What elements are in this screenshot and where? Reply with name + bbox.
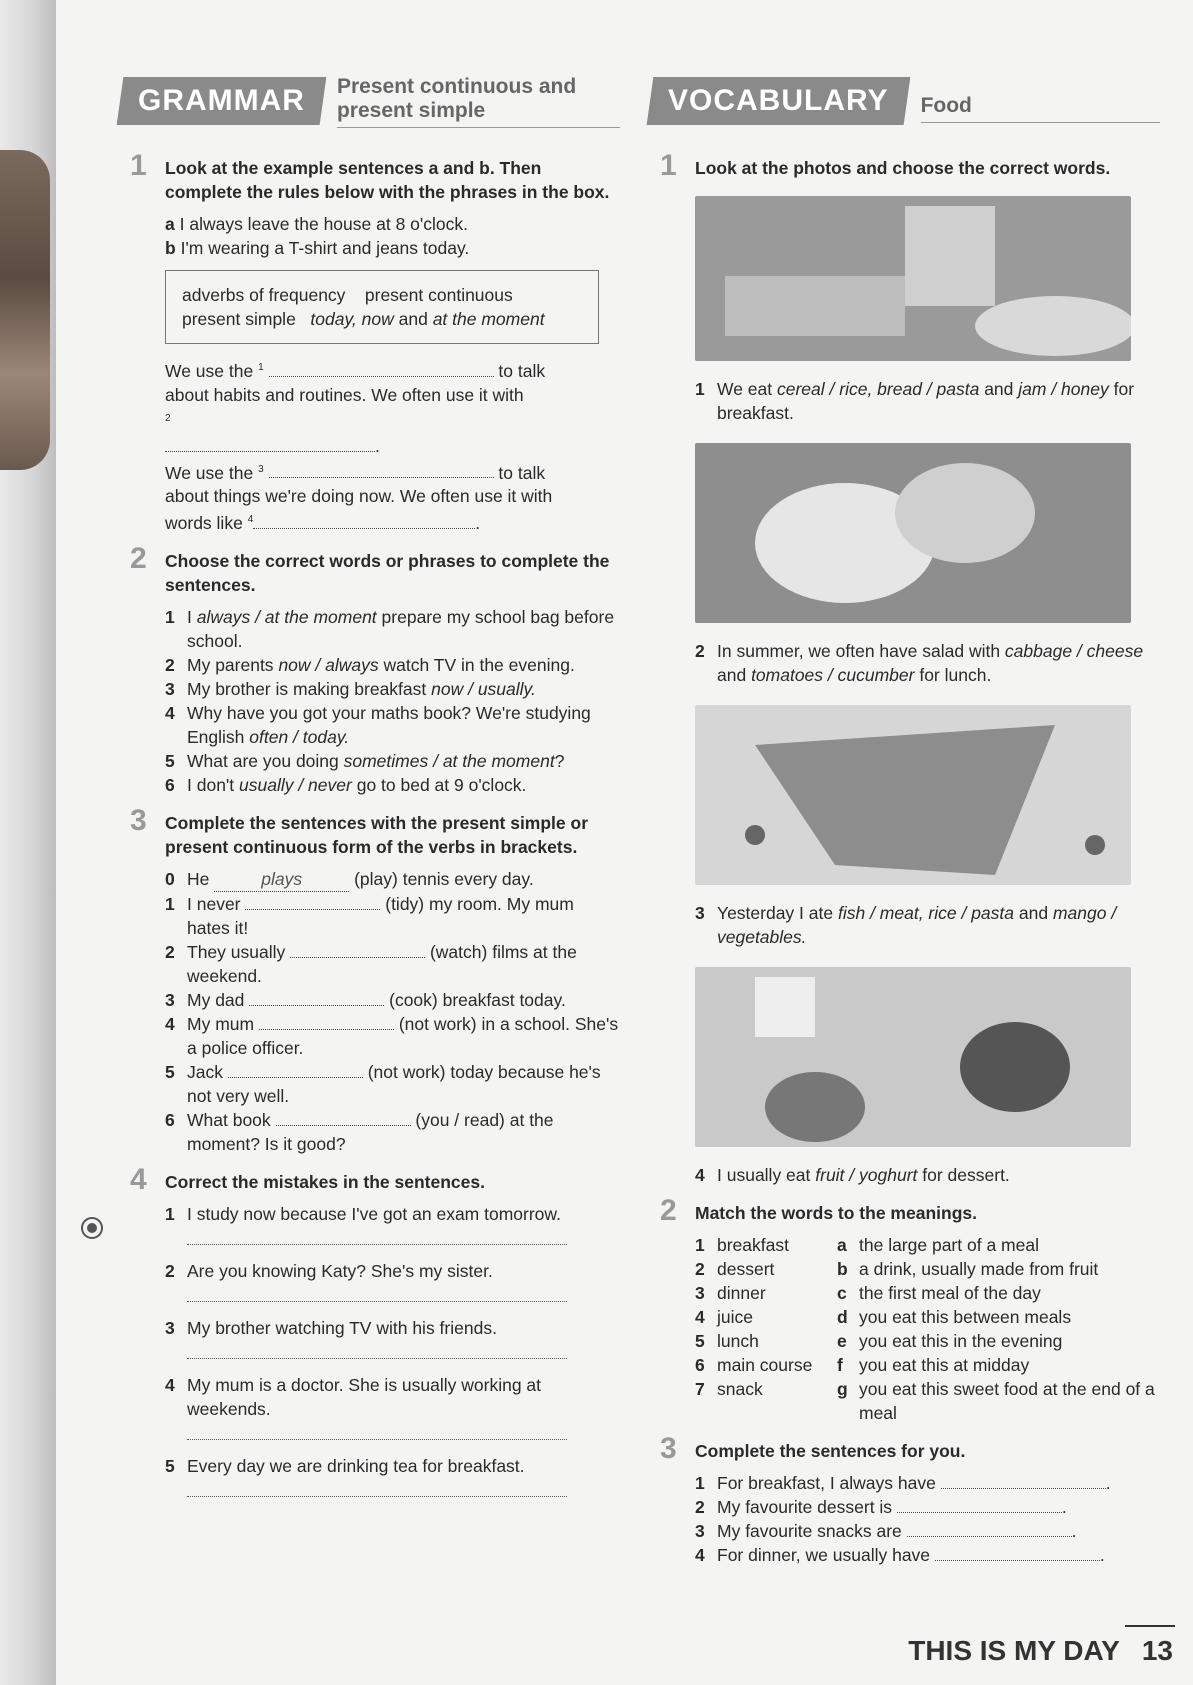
match-meaning[interactable]: the large part of a meal [859, 1235, 1039, 1255]
choice-item [165, 677, 620, 701]
correction-list [165, 1202, 620, 1497]
page-number: 13 [1141, 1635, 1173, 1666]
verb-item [165, 892, 620, 940]
unit-title: THIS IS MY DAY [908, 1635, 1120, 1666]
vocabulary-exercise-1 [650, 149, 1160, 1187]
answer-blank[interactable] [907, 1522, 1072, 1537]
item-number: 4 [695, 1545, 705, 1565]
sentence-item [695, 1519, 1160, 1543]
item-number: 3 [165, 679, 175, 700]
answer-blank[interactable] [290, 957, 425, 958]
item-text: My favourite snacks are . [717, 1521, 1077, 1541]
meaning-letter: g [837, 1379, 848, 1399]
item-number: 5 [165, 1062, 175, 1083]
cropped-photo [0, 150, 50, 470]
breakfast-photo [695, 196, 1131, 361]
item-text: What are you doing sometimes / at the moment? [187, 751, 565, 772]
answer-blank[interactable] [245, 909, 380, 910]
audio-icon[interactable] [80, 1216, 104, 1240]
item-text: Jack (not work) today because he's not very well. [187, 1062, 601, 1107]
exercise-instruction: Complete the sentences with the present simple or present continuous form of the verbs in brackets. [165, 813, 589, 858]
caption-number: 4 [695, 1165, 705, 1185]
item-text: My favourite dessert is . [717, 1497, 1067, 1517]
answer-blank-1[interactable] [269, 362, 494, 377]
choice-options[interactable]: tomatoes / cucumber [751, 665, 915, 685]
item-number: 4 [165, 1014, 175, 1035]
choice-options[interactable]: mango / vegetables. [717, 903, 1117, 947]
match-meaning[interactable]: you eat this in the evening [859, 1331, 1063, 1351]
meaning-letter: b [837, 1259, 848, 1279]
example-a: a I always leave the house at 8 o'clock. [165, 214, 468, 234]
match-word[interactable]: breakfast [717, 1235, 789, 1255]
grammar-exercise-1 [120, 149, 620, 535]
answer-blank-2[interactable] [165, 437, 375, 452]
grammar-column [120, 70, 620, 1511]
item-text: I study now because I've got an exam tomorrow. [187, 1204, 561, 1225]
exercise-number: 3 [130, 804, 147, 838]
grammar-exercise-4 [120, 1163, 620, 1497]
verb-item [165, 988, 620, 1012]
item-text: Every day we are drinking tea for breakfast. [187, 1456, 525, 1477]
item-text: I don't usually / never go to bed at 9 o'clock. [187, 775, 527, 796]
item-text: My mum is a doctor. She is usually working at weekends. [187, 1375, 542, 1420]
item-text: My mum (not work) in a school. She's a police officer. [187, 1014, 619, 1059]
choice-options[interactable]: often / today. [249, 727, 350, 748]
match-word[interactable]: lunch [717, 1331, 759, 1351]
choice-options[interactable]: fish / meat, rice / pasta [837, 903, 1015, 923]
item-number: 1 [165, 1204, 175, 1225]
personal-sentences-list [695, 1471, 1160, 1567]
word-number: 1 [695, 1235, 705, 1255]
answer-line[interactable] [187, 1348, 567, 1359]
exercise-instruction: Match the words to the meanings. [695, 1203, 977, 1223]
item-number: 2 [165, 1261, 175, 1282]
item-number: 3 [695, 1521, 705, 1541]
example-b: b I'm wearing a T-shirt and jeans today. [165, 238, 470, 258]
salad-photo [695, 443, 1131, 623]
item-text: My brother watching TV with his friends. [187, 1318, 497, 1339]
verb-item [165, 1012, 620, 1060]
caption-text: We eat cereal / rice, bread / pasta and jam / honey for breakfast. [717, 379, 1135, 423]
exercise-instruction: Look at the photos and choose the correct words. [695, 158, 1111, 178]
choice-options[interactable]: cereal / rice, bread / pasta [777, 379, 980, 399]
item-text: Are you knowing Katy? She's my sister. [187, 1261, 493, 1282]
rule-1: We use the $^1$ to talk [165, 360, 546, 381]
caption-text: I usually eat fruit / yoghurt for dessert. [717, 1165, 1010, 1185]
item-number: 2 [165, 942, 175, 963]
rule-3-continued: about things we're doing now. We often use it with [165, 486, 553, 507]
footer-rule [1125, 1625, 1175, 1627]
match-word[interactable]: dessert [717, 1259, 775, 1279]
exercise-number: 2 [130, 542, 147, 576]
choice-options[interactable]: fruit / yoghurt [815, 1165, 918, 1185]
item-number: 2 [165, 655, 175, 676]
caption-number: 1 [695, 379, 705, 399]
choice-options[interactable]: usually / never [239, 775, 352, 796]
item-number: 4 [165, 703, 175, 724]
item-text: My parents now / always watch TV in the evening. [187, 655, 575, 676]
answer-blank[interactable] [259, 1029, 394, 1030]
correction-item [165, 1454, 620, 1478]
verb-list [165, 867, 620, 1156]
correction-item [165, 1259, 620, 1283]
choice-item [165, 605, 620, 653]
match-word[interactable]: main course [717, 1355, 813, 1375]
meaning-letter: d [837, 1307, 848, 1327]
photo-caption-3 [695, 901, 1160, 949]
correction-item [165, 1202, 620, 1226]
photo-caption-2 [695, 639, 1160, 687]
item-number: 6 [165, 1110, 175, 1131]
rule-1-continued: about habits and routines. We often use it with [165, 384, 524, 405]
match-meaning[interactable]: a drink, usually made from fruit [859, 1259, 1099, 1279]
vocabulary-exercise-2 [650, 1194, 1160, 1425]
choice-options[interactable]: now / usually. [431, 679, 536, 700]
item-text: My dad (cook) breakfast today. [187, 990, 566, 1011]
verb-item [165, 940, 620, 988]
match-word[interactable]: dinner [717, 1283, 766, 1303]
choice-item [165, 701, 620, 749]
exercise-instruction: Complete the sentences for you. [695, 1441, 966, 1461]
fish-photo [695, 705, 1131, 885]
item-text: They usually (watch) films at the weekend. [187, 942, 577, 987]
meaning-letter: e [837, 1331, 847, 1351]
grammar-exercise-2 [120, 542, 620, 797]
answer-line[interactable] [187, 1234, 567, 1245]
item-number: 2 [695, 1497, 705, 1517]
exercise-number: 2 [660, 1194, 677, 1227]
phrase-box: adverbs of frequency present continuous present simple today, now and at the moment [165, 270, 599, 344]
rule-2-blank-row: $^2$ . [165, 412, 380, 456]
matching-grid [695, 1233, 1160, 1425]
caption-text: Yesterday I ate fish / meat, rice / pasta and mango / vegetables. [717, 903, 1117, 947]
exercise-number: 1 [660, 149, 677, 182]
match-meaning[interactable]: you eat this between meals [859, 1307, 1072, 1327]
answer-line[interactable] [187, 1429, 567, 1440]
correction-item [165, 1316, 620, 1340]
word-number: 6 [695, 1355, 705, 1375]
item-text: What book (you / read) at the moment? Is it good? [187, 1110, 554, 1155]
vocabulary-subtitle: Food [921, 80, 1160, 123]
meaning-letter: f [837, 1355, 843, 1375]
match-word[interactable]: juice [717, 1307, 753, 1327]
caption-number: 2 [695, 641, 705, 661]
meaning-letter: c [837, 1283, 847, 1303]
exercise-instruction: Look at the example sentences a and b. Then complete the rules below with the phrases in the box. [165, 158, 610, 202]
fruit-photo [695, 967, 1131, 1147]
item-text: I never (tidy) my room. My mum hates it! [187, 894, 574, 939]
choice-list [165, 605, 620, 797]
word-number: 5 [695, 1331, 705, 1351]
grammar-banner [120, 70, 620, 132]
choice-options[interactable]: jam / honey [1018, 379, 1109, 399]
answer-line[interactable] [187, 1291, 567, 1302]
correction-item [165, 1373, 620, 1421]
exercise-instruction: Correct the mistakes in the sentences. [165, 1172, 485, 1193]
meaning-letter: a [837, 1235, 847, 1255]
exercise-number: 1 [130, 149, 147, 182]
item-text: He plays (play) tennis every day. [187, 867, 620, 892]
choice-options[interactable]: cabbage / cheese [1004, 641, 1144, 661]
answer-blank[interactable] [941, 1474, 1106, 1489]
sentence-item [695, 1471, 1160, 1495]
vocabulary-exercise-3 [650, 1432, 1160, 1567]
grammar-tag: GRAMMAR [117, 77, 327, 125]
rule-4: words like $^4$ . [165, 513, 481, 534]
answer-blank[interactable] [897, 1498, 1062, 1513]
match-word[interactable]: snack [717, 1379, 763, 1399]
caption-text: In summer, we often have salad with cabbage / cheese and tomatoes / cucumber for lunch. [717, 641, 1144, 685]
exercise-number: 4 [130, 1163, 147, 1197]
item-text: For breakfast, I always have . [717, 1473, 1111, 1493]
item-text: My brother is making breakfast now / usually. [187, 679, 536, 700]
choice-options[interactable]: sometimes / at the moment [343, 751, 555, 772]
verb-item [165, 1108, 620, 1156]
word-number: 4 [695, 1307, 705, 1327]
answer-blank-3[interactable] [269, 463, 494, 478]
exercise-number: 3 [660, 1432, 677, 1465]
vocabulary-column [650, 70, 1160, 1581]
item-number: 5 [165, 751, 175, 772]
match-meaning[interactable]: you eat this sweet food at the end of a meal [859, 1379, 1155, 1423]
choice-item [165, 653, 620, 677]
item-text: Why have you got your maths book? We're studying English often / today. [187, 703, 591, 748]
item-number: 0 [165, 869, 175, 890]
verb-item [165, 867, 620, 892]
exercise-instruction: Choose the correct words or phrases to complete the sentences. [165, 551, 610, 596]
match-meaning[interactable]: the first meal of the day [859, 1283, 1041, 1303]
item-number: 1 [165, 894, 175, 915]
item-number: 3 [165, 990, 175, 1011]
choice-options[interactable]: always / at the moment [196, 607, 377, 628]
item-number: 3 [165, 1318, 175, 1339]
item-number: 1 [695, 1473, 705, 1493]
answer-blank[interactable] [228, 1077, 363, 1078]
item-number: 4 [165, 1375, 175, 1396]
grammar-exercise-3 [120, 804, 620, 1156]
vocabulary-tag: VOCABULARY [647, 77, 910, 125]
word-number: 7 [695, 1379, 705, 1399]
choice-item [165, 773, 620, 797]
word-number: 2 [695, 1259, 705, 1279]
answer-blank[interactable] [249, 1005, 384, 1006]
photo-caption-1 [695, 377, 1160, 425]
photo-caption-4 [695, 1163, 1160, 1187]
page-footer [908, 1635, 1173, 1667]
match-meaning[interactable]: you eat this at midday [859, 1355, 1030, 1375]
choice-options[interactable]: now / always [278, 655, 379, 676]
caption-number: 3 [695, 903, 705, 923]
answer-line[interactable] [187, 1486, 567, 1497]
answer-blank[interactable] [276, 1125, 411, 1126]
item-number: 5 [165, 1456, 175, 1477]
sentence-item [695, 1543, 1160, 1567]
item-text: For dinner, we usually have . [717, 1545, 1105, 1565]
sentence-item [695, 1495, 1160, 1519]
word-number: 3 [695, 1283, 705, 1303]
answer-blank-4[interactable] [253, 514, 475, 529]
choice-item [165, 749, 620, 773]
item-text: I always / at the moment prepare my school bag before school. [187, 607, 615, 652]
item-number: 6 [165, 775, 175, 796]
vocabulary-banner [650, 70, 1160, 132]
answer-blank[interactable] [935, 1546, 1100, 1561]
answer-blank[interactable]: plays [214, 867, 349, 892]
rule-3: We use the $^3$ to talk [165, 462, 546, 483]
item-number: 1 [165, 607, 175, 628]
verb-item [165, 1060, 620, 1108]
grammar-subtitle: Present continuous and present simple [337, 75, 620, 128]
